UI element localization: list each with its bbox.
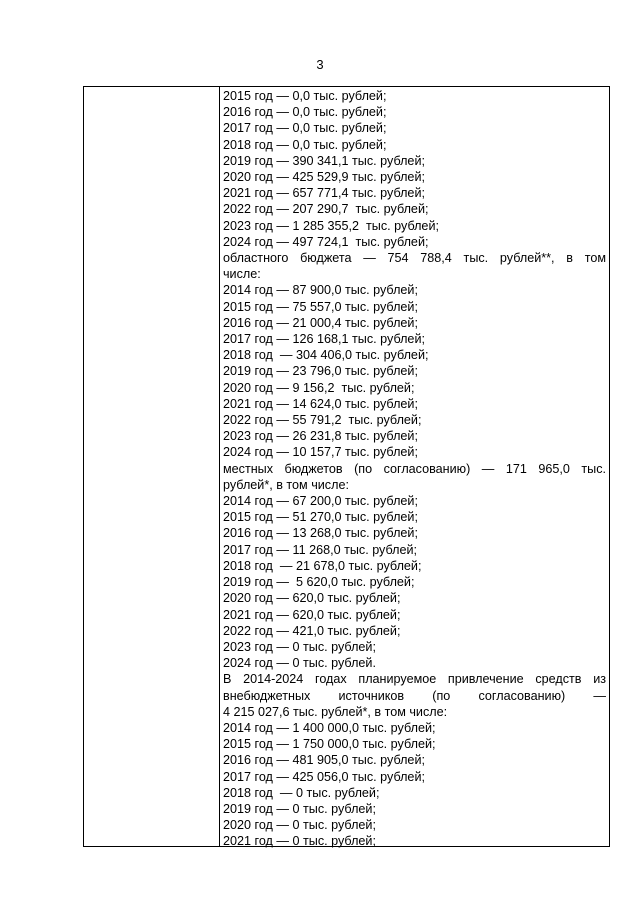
text-line: 2021 год — 0 тыс. рублей; — [223, 834, 376, 849]
text-line: 2024 год — 10 157,7 тыс. рублей; — [223, 445, 418, 460]
budget-table — [83, 86, 610, 847]
text-line: 2016 год — 13 268,0 тыс. рублей; — [223, 526, 418, 541]
text-line: 2017 год — 425 056,0 тыс. рублей; — [223, 769, 425, 784]
text-line: внебюджетных источников (по согласованию) — — [223, 688, 606, 703]
text-line: 2018 год — 0,0 тыс. рублей; — [223, 137, 387, 152]
text-line: 2022 год — 55 791,2 тыс. рублей; — [223, 413, 422, 428]
text-line: 2016 год — 21 000,4 тыс. рублей; — [223, 315, 418, 330]
text-line: 2023 год — 26 231,8 тыс. рублей; — [223, 429, 418, 444]
text-line: 2019 год — 390 341,1 тыс. рублей; — [223, 153, 425, 168]
text-line: 2018 год — 304 406,0 тыс. рублей; — [223, 348, 429, 363]
text-line: 2021 год — 620,0 тыс. рублей; — [223, 607, 401, 622]
text-line: 2018 год — 21 678,0 тыс. рублей; — [223, 558, 422, 573]
text-line: 2017 год — 11 268,0 тыс. рублей; — [223, 542, 418, 557]
text-line: 2021 год — 14 624,0 тыс. рублей; — [223, 396, 418, 411]
text-line: 2018 год — 0 тыс. рублей; — [223, 785, 380, 800]
text-line: областного бюджета — 754 788,4 тыс. рублей**, в том — [223, 251, 606, 266]
page-number: 3 — [316, 57, 324, 72]
funding-text-cell — [223, 88, 606, 850]
text-line: рублей*, в том числе: — [223, 477, 349, 492]
column-divider — [219, 87, 220, 846]
text-line: 2015 год — 51 270,0 тыс. рублей; — [223, 510, 418, 525]
text-line: 2019 год — 0 тыс. рублей; — [223, 801, 376, 816]
text-line: 2015 год — 1 750 000,0 тыс. рублей; — [223, 737, 436, 752]
text-line: 2023 год — 1 285 355,2 тыс. рублей; — [223, 218, 439, 233]
text-line: местных бюджетов (по согласованию) — 171 965,0 тыс. — [223, 461, 606, 476]
text-line: 2020 год — 620,0 тыс. рублей; — [223, 591, 401, 606]
text-line: 2014 год — 1 400 000,0 тыс. рублей; — [223, 720, 436, 735]
text-line: 2019 год — 5 620,0 тыс. рублей; — [223, 575, 415, 590]
text-line: 2017 год — 0,0 тыс. рублей; — [223, 121, 387, 136]
text-line: 2020 год — 425 529,9 тыс. рублей; — [223, 170, 425, 185]
text-line: 2017 год — 126 168,1 тыс. рублей; — [223, 332, 425, 347]
text-line: 2019 год — 23 796,0 тыс. рублей; — [223, 364, 418, 379]
text-line: 2014 год — 87 900,0 тыс. рублей; — [223, 283, 418, 298]
text-line: 2021 год — 657 771,4 тыс. рублей; — [223, 186, 425, 201]
text-line: 2022 год — 207 290,7 тыс. рублей; — [223, 202, 429, 217]
text-line: 2015 год — 0,0 тыс. рублей; — [223, 89, 387, 103]
text-line: числе: — [223, 267, 261, 282]
text-line: 2020 год — 0 тыс. рублей; — [223, 818, 376, 833]
text-line: 2015 год — 75 557,0 тыс. рублей; — [223, 299, 418, 314]
text-line: 4 215 027,6 тыс. рублей*, в том числе: — [223, 704, 448, 719]
text-line: В 2014-2024 годах планируемое привлечение средств из — [223, 672, 606, 687]
text-line: 2022 год — 421,0 тыс. рублей; — [223, 623, 401, 638]
text-line: 2014 год — 67 200,0 тыс. рублей; — [223, 494, 418, 509]
text-line: 2023 год — 0 тыс. рублей; — [223, 639, 376, 654]
text-line: 2024 год — 497 724,1 тыс. рублей; — [223, 234, 429, 249]
text-line: 2016 год — 481 905,0 тыс. рублей; — [223, 753, 425, 768]
text-line: 2020 год — 9 156,2 тыс. рублей; — [223, 380, 415, 395]
text-line: 2024 год — 0 тыс. рублей. — [223, 656, 376, 671]
text-line: 2016 год — 0,0 тыс. рублей; — [223, 105, 387, 120]
